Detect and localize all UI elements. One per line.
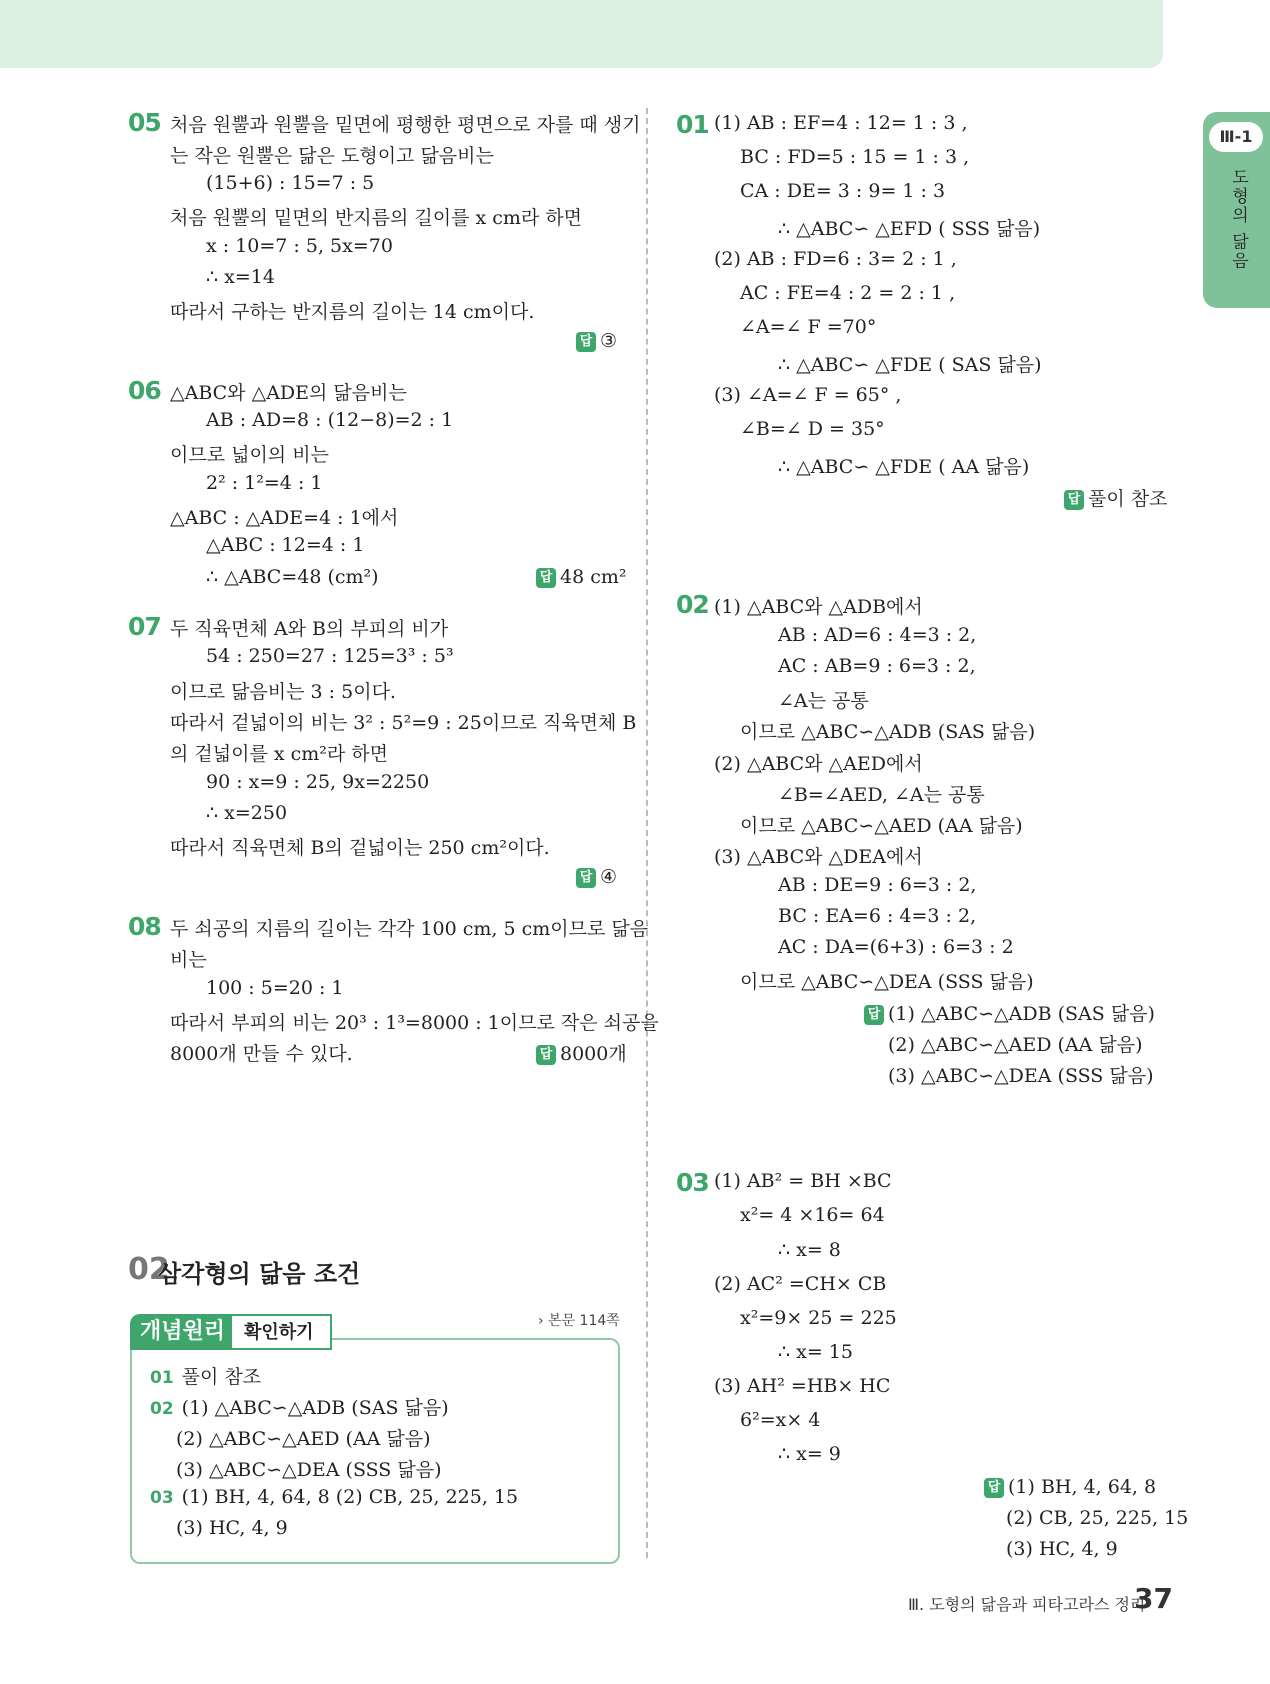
r02-answer: (2) △ABC∽△AED (AA 닮음) xyxy=(888,1034,1143,1056)
reference-link[interactable]: › 본문 114쪽 xyxy=(538,1313,620,1329)
chapter-number: Ⅲ-1 xyxy=(1209,122,1263,152)
r02-line: ∠B=∠AED, ∠A는 공통 xyxy=(778,784,985,806)
r02-line: AB : DE=9 : 6=3 : 2, xyxy=(778,874,977,896)
p07-answer: 답 ④ xyxy=(576,866,617,888)
answer-badge: 답 xyxy=(536,1045,556,1065)
problem-number: 02 xyxy=(676,590,709,619)
problem-number: 07 xyxy=(128,612,161,641)
p06-line: 이므로 넓이의 비는 xyxy=(170,444,329,466)
p07-line: 두 직육면체 A와 B의 부피의 비가 xyxy=(170,618,449,640)
answer-badge: 답 xyxy=(576,332,596,352)
problem-number: 06 xyxy=(128,376,161,405)
r02-line: 이므로 △ABC∽△AED (AA 닮음) xyxy=(740,815,1023,837)
answer-badge: 답 xyxy=(536,568,556,588)
p06-line: △ABC와 △ADE의 닮음비는 xyxy=(170,382,407,404)
r02-line: BC : EA=6 : 4=3 : 2, xyxy=(778,905,977,927)
concept-label-sub: 확인하기 xyxy=(232,1314,332,1350)
p05-answer: 답 ③ xyxy=(576,330,617,352)
r02-line: AC : DA=(6+3) : 6=3 : 2 xyxy=(778,936,1014,958)
r02-line: ∠A는 공통 xyxy=(778,690,869,712)
r01-line: ∠A=∠ F =70° xyxy=(740,316,877,338)
answer-badge: 답 xyxy=(984,1478,1004,1498)
r01-line: ∴ △ABC∽ △FDE ( AA 닮음) xyxy=(778,456,1030,478)
r02-line: AC : AB=9 : 6=3 : 2, xyxy=(778,655,976,677)
footer-chapter: Ⅲ. 도형의 닮음과 피타고라스 정리 xyxy=(908,1595,1146,1614)
p05-line: x : 10=7 : 5, 5x=70 xyxy=(206,235,393,257)
p06-line: AB : AD=8 : (12−8)=2 : 1 xyxy=(206,409,454,431)
p05-line: ∴ x=14 xyxy=(206,266,275,288)
r03-line: ∴ x= 9 xyxy=(778,1443,841,1465)
p05-line: 처음 원뿔과 원뿔을 밑면에 평행한 평면으로 자를 때 생기 xyxy=(170,114,641,136)
r02-line: 이므로 △ABC∽△ADB (SAS 닮음) xyxy=(740,721,1036,743)
concept-line: 03 (1) BH, 4, 64, 8 (2) CB, 25, 225, 15 xyxy=(150,1486,519,1508)
r02-line: 이므로 △ABC∽△DEA (SSS 닮음) xyxy=(740,971,1034,993)
r03-answer: (3) HC, 4, 9 xyxy=(1006,1538,1118,1560)
p08-line: 100 : 5=20 : 1 xyxy=(206,977,344,999)
r03-line: ∴ x= 15 xyxy=(778,1341,853,1363)
r01-answer: 답 풀이 참조 xyxy=(1064,484,1167,511)
concept-line: (2) △ABC∽△AED (AA 닮음) xyxy=(176,1428,431,1450)
p08-line: 따라서 부피의 비는 20³ : 1³=8000 : 1이므로 작은 쇠공을 xyxy=(170,1012,659,1034)
section-title: 삼각형의 닮음 조건 xyxy=(158,1260,361,1288)
r01-line: CA : DE= 3 : 9= 1 : 3 xyxy=(740,180,946,202)
r03-line: ∴ x= 8 xyxy=(778,1239,841,1261)
problem-number: 03 xyxy=(676,1168,709,1197)
problem-number: 01 xyxy=(676,110,709,139)
r02-answer: 답 (1) △ABC∽△ADB (SAS 닮음) xyxy=(864,999,1155,1026)
p07-line: 54 : 250=27 : 125=3³ : 5³ xyxy=(206,645,454,667)
answer-badge: 답 xyxy=(576,868,596,888)
p08-line: 8000개 만들 수 있다. xyxy=(170,1043,353,1065)
concept-line: (3) △ABC∽△DEA (SSS 닮음) xyxy=(176,1459,442,1481)
chapter-tab xyxy=(1203,112,1270,308)
r02-answer: (3) △ABC∽△DEA (SSS 닮음) xyxy=(888,1065,1154,1087)
r03-line: x²=9× 25 = 225 xyxy=(740,1307,897,1329)
r02-line: (2) △ABC와 △AED에서 xyxy=(714,753,923,775)
problem-number: 08 xyxy=(128,912,161,941)
r01-line: AC : FE=4 : 2 = 2 : 1 , xyxy=(740,282,956,304)
r02-line: (3) △ABC와 △DEA에서 xyxy=(714,846,923,868)
p07-line: 이므로 닮음비는 3 : 5이다. xyxy=(170,681,396,703)
p07-line: 따라서 직육면체 B의 겉넓이는 250 cm²이다. xyxy=(170,837,550,859)
r03-line: (1) AB² = BH ×BC xyxy=(714,1170,892,1192)
r01-line: (3) ∠A=∠ F = 65° , xyxy=(714,384,902,406)
problem-number: 05 xyxy=(128,108,161,137)
p05-line: 처음 원뿔의 밑면의 반지름의 길이를 x cm라 하면 xyxy=(170,207,583,229)
r03-line: (2) AC² =CH× CB xyxy=(714,1273,887,1295)
p06-line: ∴ △ABC=48 (cm²) xyxy=(206,566,379,588)
p08-answer: 답 8000개 xyxy=(536,1039,627,1066)
r01-line: ∴ △ABC∽ △FDE ( SAS 닮음) xyxy=(778,354,1042,376)
r02-line: AB : AD=6 : 4=3 : 2, xyxy=(778,624,977,646)
column-divider xyxy=(646,108,648,1558)
r03-answer: 답 (1) BH, 4, 64, 8 xyxy=(984,1476,1156,1498)
p07-line: 따라서 겉넓이의 비는 3² : 5²=9 : 25이므로 직육면체 B xyxy=(170,712,637,734)
section-number: 02 xyxy=(128,1252,170,1287)
r03-answer: (2) CB, 25, 225, 15 xyxy=(1006,1507,1189,1529)
r01-line: (2) AB : FD=6 : 3= 2 : 1 , xyxy=(714,248,957,270)
p06-answer: 답 48 cm² xyxy=(536,566,627,588)
p05-line: 는 작은 원뿔은 닮은 도형이고 닮음비는 xyxy=(170,145,494,167)
concept-line: (3) HC, 4, 9 xyxy=(176,1517,288,1539)
r01-line: ∠B=∠ D = 35° xyxy=(740,418,885,440)
top-banner xyxy=(0,0,1163,68)
concept-label: 개념원리 xyxy=(130,1314,330,1350)
p05-line: (15+6) : 15=7 : 5 xyxy=(206,172,375,194)
p06-line: △ABC : △ADE=4 : 1에서 xyxy=(170,507,399,529)
p06-line: 2² : 1²=4 : 1 xyxy=(206,472,323,494)
p05-line: 따라서 구하는 반지름의 길이는 14 cm이다. xyxy=(170,301,535,323)
answer-badge: 답 xyxy=(1064,490,1084,510)
p06-line: △ABC : 12=4 : 1 xyxy=(206,534,365,556)
chapter-title: 도형의 닮음 xyxy=(1228,168,1248,271)
r03-line: x²= 4 ×16= 64 xyxy=(740,1204,885,1226)
p07-line: 의 겉넓이를 x cm²라 하면 xyxy=(170,743,388,765)
concept-line: 02 (1) △ABC∽△ADB (SAS 닮음) xyxy=(150,1397,449,1419)
answer-badge: 답 xyxy=(864,1005,884,1025)
r03-line: 6²=x× 4 xyxy=(740,1409,821,1431)
r01-line: (1) AB : EF=4 : 12= 1 : 3 , xyxy=(714,112,968,134)
r01-line: ∴ △ABC∽ △EFD ( SSS 닮음) xyxy=(778,218,1041,240)
concept-line: 01 풀이 참조 xyxy=(150,1366,262,1388)
p08-line: 비는 xyxy=(170,949,207,971)
r01-line: BC : FD=5 : 15 = 1 : 3 , xyxy=(740,146,970,168)
p08-line: 두 쇠공의 지름의 길이는 각각 100 cm, 5 cm이므로 닮음 xyxy=(170,918,649,940)
page-number: 37 xyxy=(1134,1582,1173,1615)
r03-line: (3) AH² =HB× HC xyxy=(714,1375,891,1397)
p07-line: 90 : x=9 : 25, 9x=2250 xyxy=(206,771,430,793)
r02-line: (1) △ABC와 △ADB에서 xyxy=(714,596,923,618)
p07-line: ∴ x=250 xyxy=(206,802,288,824)
